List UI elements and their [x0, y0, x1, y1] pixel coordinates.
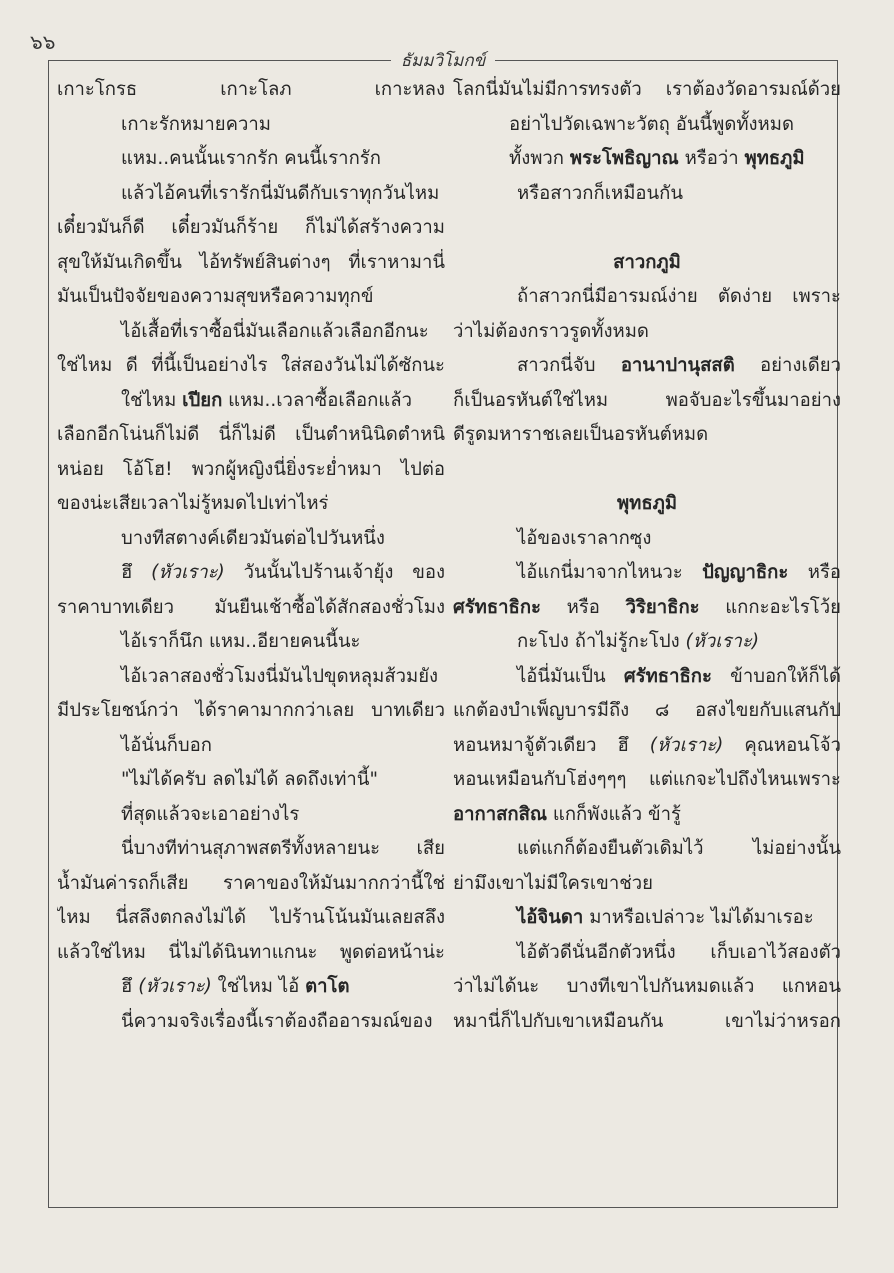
bold-term: พุทธภูมิ — [616, 493, 678, 514]
text-segment: ไอ้แกนี่มาจากไหนวะ — [517, 562, 703, 583]
text-segment: ว่าไม่ต้องกราวรูดทั้งหมด — [453, 320, 649, 342]
text-line — [57, 625, 445, 660]
italic-note: (หัวเราะ) — [151, 562, 225, 583]
header-title: ธัมมวิโมกข์ — [391, 51, 496, 71]
text-line — [453, 211, 841, 246]
bold-term: สาวกภูมิ — [613, 251, 681, 273]
text-segment: ย่ามึงเขาไม่มีใครเขาช่วย — [453, 872, 653, 894]
text-line — [453, 694, 841, 729]
text-segment: ไอ้ตัวดีนั่นอีกตัวหนึ่ง เก็บเอาไว้สองตัว — [517, 941, 841, 963]
italic-note: (หัวเราะ) — [685, 631, 760, 652]
text-line — [453, 108, 841, 143]
text-segment: ข้าบอกให้ก็ได้ — [711, 665, 841, 687]
text-line — [453, 418, 841, 453]
text-segment: ที่สุดแล้วจะเอาอย่างไร — [121, 803, 300, 825]
text-line — [57, 349, 445, 384]
text-line — [57, 280, 445, 315]
text-line — [57, 936, 445, 971]
text-segment: อย่าไปวัดเฉพาะวัตถุ อันนี้พูดทั้งหมด — [509, 113, 794, 135]
text-segment: หอนเหมือนกับโฮ่งๆๆๆ แต่แกจะไปถึงไหนเพราะ — [453, 769, 841, 790]
text-line — [453, 177, 841, 212]
text-line — [453, 936, 841, 971]
text-line — [453, 901, 841, 936]
bold-term: ปัญญาธิกะ — [702, 562, 789, 583]
text-segment: คุณหอนโจ้ว — [723, 734, 841, 756]
text-line — [57, 970, 445, 1005]
text-segment: หรือ — [788, 562, 841, 583]
text-line — [453, 798, 841, 833]
text-line — [57, 556, 445, 591]
text-line — [453, 660, 841, 695]
text-segment: ฮึ — [121, 562, 152, 583]
text-segment: ไอ้เสื้อที่เราซื้อนี่มันเลือกแล้วเลือกอีกนะ — [121, 320, 429, 342]
text-segment: ไอ้นี่มันเป็น — [517, 665, 624, 687]
text-segment: อย่างเดียว — [734, 355, 841, 376]
text-line — [453, 832, 841, 867]
text-line — [453, 384, 841, 419]
text-line — [453, 625, 841, 660]
text-segment: ใช่ไหม — [121, 389, 183, 411]
bold-term: ศรัทธาธิกะ — [453, 596, 541, 618]
text-segment: แต่แกก็ต้องยืนตัวเดิมไว้ ไม่อย่างนั้น — [517, 838, 841, 859]
text-line — [57, 522, 445, 557]
text-segment: หรือสาวกก็เหมือนกัน — [517, 182, 684, 204]
text-segment: แล้วไอ้คนที่เรารักนี่มันดีกับเราทุกวันไหม — [121, 182, 440, 204]
text-segment: ไอ้นั่นก็บอก — [121, 734, 212, 756]
text-segment: ว่าไม่ได้นะ บางทีเขาไปกันหมดแล้ว แกหอน — [453, 976, 841, 997]
running-header — [49, 47, 837, 74]
text-line — [57, 729, 445, 764]
text-line — [453, 142, 841, 177]
bold-term: ศรัทธาธิกะ — [623, 665, 712, 687]
text-line — [453, 453, 841, 488]
text-line — [453, 315, 841, 350]
text-line — [57, 763, 445, 798]
text-segment: แกต้องบำเพ็ญบารมีถึง ๘ อสงไขยกับแสนกัป — [453, 700, 841, 721]
text-line — [453, 763, 841, 798]
text-segment: "ไม่ได้ครับ ลดไม่ได้ ลดถึงเท่านี้" — [121, 769, 378, 790]
text-segment: สาวกนี่จับ — [517, 355, 621, 376]
italic-note: (หัวเราะ) — [649, 734, 724, 756]
text-segment: หอนหมาจู้ตัวเดียว ฮึ — [453, 734, 650, 756]
text-line — [57, 901, 445, 936]
text-line — [453, 970, 841, 1005]
text-segment: ใช่ไหม ดี ที่นี้เป็นอย่างไร ใส่สองวันไม่ได้ซักนะ — [57, 355, 445, 376]
text-segment: เดี๋ยวมันก็ดี เดี๋ยวมันก็ร้าย ก็ไม่ได้สร้างความ — [57, 217, 445, 238]
text-segment: แล้วใช่ไหม นี่ไม่ได้นินทาแกนะ พูดต่อหน้าน่ะ — [57, 941, 445, 963]
text-segment: เกาะรักหมายความ — [121, 113, 271, 135]
text-segment: นี่ความจริงเรื่องนี้เราต้องถืออารมณ์ของ — [121, 1010, 433, 1032]
text-segment: ถ้าสาวกนี่มีอารมณ์ง่าย ตัดง่าย เพราะ — [517, 286, 841, 307]
bold-term: พุทธภูมิ — [744, 148, 805, 169]
text-segment: ไอ้เวลาสองชั่วโมงนี่มันไปขุดหลุมส้วมยัง — [121, 665, 439, 687]
text-segment: ก็เป็นอรหันต์ใช่ไหม พอจับอะไรขึ้นมาอย่าง — [453, 389, 841, 411]
bold-term: วิริยาธิกะ — [625, 596, 700, 618]
text-segment: ราคาบาทเดียว มันยืนเช้าซื้อได้สักสองชั่วโมง — [57, 596, 445, 618]
text-line — [57, 660, 445, 695]
bold-term: อานาปานุสสติ — [620, 355, 735, 376]
text-segment: ฮึ — [121, 976, 139, 997]
text-segment: มีประโยชน์กว่า ได้ราคามากกว่าเลย บาทเดียว — [57, 700, 445, 721]
text-segment: เลือกอีกโน่นก็ไม่ดี นี่ก็ไม่ดี เป็นตำหนินิดตำหนิ — [57, 424, 445, 445]
text-line — [453, 867, 841, 902]
text-line — [57, 315, 445, 350]
bold-term: ตาโต — [305, 976, 350, 997]
right-column — [453, 73, 841, 1039]
text-segment: แหม..คนนั้นเรากรัก คนนี้เรากรัก — [121, 148, 381, 169]
text-segment: สุขให้มันเกิดขึ้น ไอ้ทรัพย์สินต่างๆ ที่เราหามานี่ — [57, 251, 445, 273]
text-line — [453, 522, 841, 557]
text-segment: ใช่ไหม ไอ้ — [211, 976, 306, 997]
text-line — [453, 556, 841, 591]
section-heading — [453, 487, 841, 522]
text-line — [57, 177, 445, 212]
bold-term: เปียก — [182, 389, 223, 411]
text-segment: เกาะโกรธ เกาะโลภ เกาะหลง — [57, 79, 445, 100]
italic-note: (หัวเราะ) — [138, 976, 212, 997]
text-segment: บางทีสตางค์เดียวมันต่อไปวันหนึ่ง — [121, 527, 385, 549]
text-line — [57, 246, 445, 281]
text-segment: หรือ — [540, 596, 626, 618]
text-segment: น้ำมันค่ารถก็เสีย ราคาของให้มันมากกว่านี้ใช่ — [57, 872, 445, 894]
page-frame — [48, 51, 841, 1208]
text-segment: ทั้งพวก — [509, 148, 570, 169]
text-line — [453, 280, 841, 315]
text-segment: นี่บางทีท่านสุภาพสตรีทั้งหลายนะ เสีย — [121, 838, 445, 859]
text-segment: หน่อย โอ้โฮ! พวกผู้หญิงนี่ยิ่งระย่ำหมา ไปต่อ — [57, 458, 445, 480]
text-segment: ของน่ะเสียเวลาไม่รู้หมดไปเท่าไหร่ — [57, 493, 329, 514]
text-line — [57, 798, 445, 833]
text-line — [453, 1005, 841, 1040]
text-segment: ไหม นี่สลึงตกลงไม่ได้ ไปร้านโน้นมันเลยสลึง — [57, 907, 445, 928]
text-line — [57, 694, 445, 729]
text-line — [57, 591, 445, 626]
text-line — [57, 108, 445, 143]
text-segment: หรือว่า — [678, 148, 745, 169]
section-heading — [453, 246, 841, 281]
bold-term: อากาสกสิณ — [453, 803, 548, 825]
text-line — [57, 867, 445, 902]
left-column — [57, 73, 445, 1039]
text-line — [57, 1005, 445, 1040]
text-segment: ดีรูดมหาราชเลยเป็นอรหันต์หมด — [453, 424, 709, 445]
text-segment: กะโปง ถ้าไม่รู้กะโปง — [517, 631, 686, 652]
text-line — [57, 418, 445, 453]
text-line — [57, 487, 445, 522]
page-number: ๖๖ — [30, 30, 56, 54]
text-line — [57, 832, 445, 867]
text-line — [453, 729, 841, 764]
text-line — [57, 73, 445, 108]
text-line — [57, 453, 445, 488]
text-segment: แกก็พังแล้ว ข้ารู้ — [547, 803, 681, 825]
text-line — [57, 384, 445, 419]
text-segment: แหม..เวลาซื้อเลือกแล้ว — [222, 389, 412, 411]
text-line — [453, 591, 841, 626]
text-segment: วันนั้นไปร้านเจ้ายุ้ง ของ — [224, 562, 445, 583]
text-line — [453, 73, 841, 108]
text-line — [453, 349, 841, 384]
bold-term: ไอ้จินดา — [517, 907, 584, 928]
text-line — [57, 142, 445, 177]
text-segment: หมานี่ก็ไปกับเขาเหมือนกัน เขาไม่ว่าหรอก — [453, 1010, 841, 1032]
text-segment: โลกนี่มันไม่มีการทรงตัว เราต้องวัดอารมณ์ด้วย — [453, 79, 841, 100]
bold-term: พระโพธิญาณ — [569, 148, 679, 169]
text-segment: มาหรือเปล่าวะ ไม่ได้มาเรอะ — [583, 907, 814, 928]
text-segment: ไอ้ของเราลากซุง — [517, 527, 652, 549]
text-segment: แกกะอะไรโว้ย — [699, 596, 841, 618]
text-line — [57, 211, 445, 246]
text-segment: ไอ้เราก็นึก แหม..อียายคนนี้นะ — [121, 631, 361, 652]
text-segment: มันเป็นปัจจัยของความสุขหรือความทุกข์ — [57, 286, 374, 307]
